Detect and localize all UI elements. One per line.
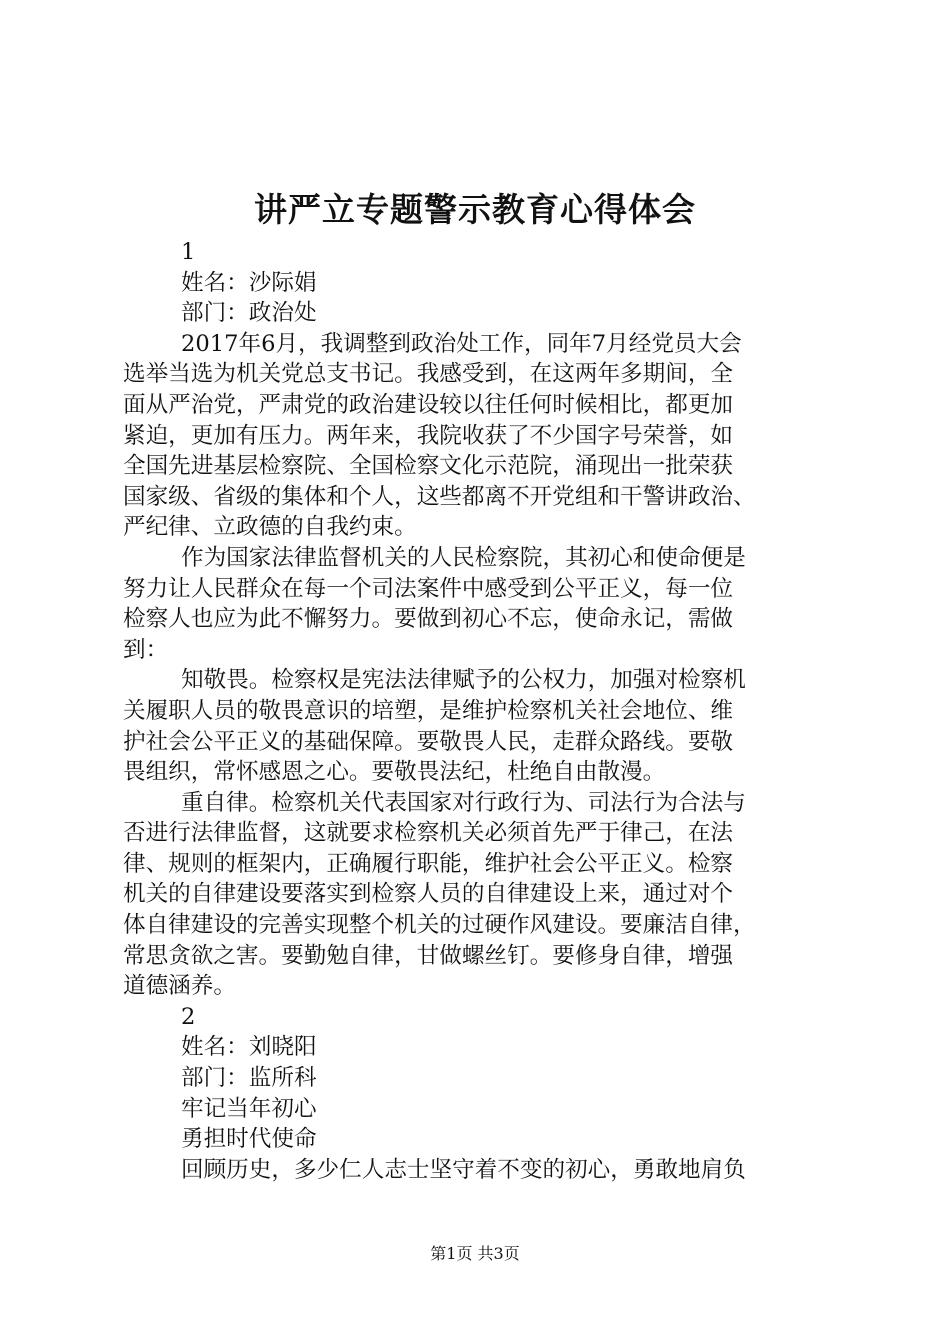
paragraph-line: 严纪律、立政德的自我约束。 — [123, 514, 417, 541]
paragraph-line: 畏组织，常怀感恩之心。要敬畏法纪，杜绝自由散漫。 — [123, 759, 666, 786]
paragraph-line: 重自律。检察机关代表国家对行政行为、司法行为合法与 — [181, 789, 746, 816]
page-footer: 第1页 共3页 — [430, 1244, 520, 1263]
subtitle-line: 牢记当年初心 — [181, 1095, 317, 1122]
section-number-2: 2 — [181, 1003, 196, 1030]
paragraph-line: 紧迫，更加有压力。两年来，我院收获了不少国字号荣誉，如 — [123, 422, 734, 449]
author-department-2: 部门：监所科 — [181, 1065, 317, 1092]
paragraph-line: 检察人也应为此不懈努力。要做到初心不忘，使命永记，需做 — [123, 606, 734, 633]
paragraph-line: 知敬畏。检察权是宪法法律赋予的公权力，加强对检察机 — [181, 667, 746, 694]
subtitle-line: 勇担时代使命 — [181, 1126, 317, 1153]
paragraph-line: 努力让人民群众在每一个司法案件中感受到公平正义，每一位 — [123, 575, 734, 602]
paragraph-line: 选举当选为机关党总支书记。我感受到，在这两年多期间，全 — [123, 361, 734, 388]
paragraph-line: 作为国家法律监督机关的人民检察院，其初心和使命便是 — [181, 544, 746, 571]
paragraph-line: 回顾历史，多少仁人志士坚守着不变的初心，勇敢地肩负 — [181, 1156, 746, 1183]
paragraph-line: 2017年6月，我调整到政治处工作，同年7月经党员大会 — [181, 330, 742, 357]
document-title: 讲严立专题警示教育心得体会 — [254, 190, 696, 229]
paragraph-line: 全国先进基层检察院、全国检察文化示范院，涌现出一批荣获 — [123, 453, 734, 480]
section-number-1: 1 — [181, 239, 196, 265]
paragraph-line: 常思贪欲之害。要勤勉自律，甘做螺丝钉。要修身自律，增强 — [123, 942, 734, 969]
paragraph-line: 律、规则的框架内，正确履行职能，维护社会公平正义。检察 — [123, 850, 734, 877]
paragraph-line: 机关的自律建设要落实到检察人员的自律建设上来，通过对个 — [123, 881, 734, 908]
paragraph-line: 到： — [123, 636, 169, 663]
paragraph-line: 否进行法律监督，这就要求检察机关必须首先严于律己，在法 — [123, 820, 734, 847]
document-body — [123, 237, 843, 1185]
paragraph-line: 国家级、省级的集体和个人，这些都离不开党组和干警讲政治、 — [123, 483, 756, 510]
paragraph-line: 护社会公平正义的基础保障。要敬畏人民，走群众路线。要敬 — [123, 728, 734, 755]
author-department-1: 部门：政治处 — [181, 300, 317, 327]
paragraph-line: 道德涵养。 — [123, 973, 236, 1000]
paragraph-line: 关履职人员的敬畏意识的培塑，是维护检察机关社会地位、维 — [123, 697, 734, 724]
author-name-2: 姓名：刘晓阳 — [181, 1034, 317, 1061]
paragraph-line: 体自律建设的完善实现整个机关的过硬作风建设。要廉洁自律， — [123, 912, 756, 939]
author-name-1: 姓名：沙际娟 — [181, 269, 317, 296]
paragraph-line: 面从严治党，严肃党的政治建设较以往任何时候相比，都更加 — [123, 391, 734, 418]
